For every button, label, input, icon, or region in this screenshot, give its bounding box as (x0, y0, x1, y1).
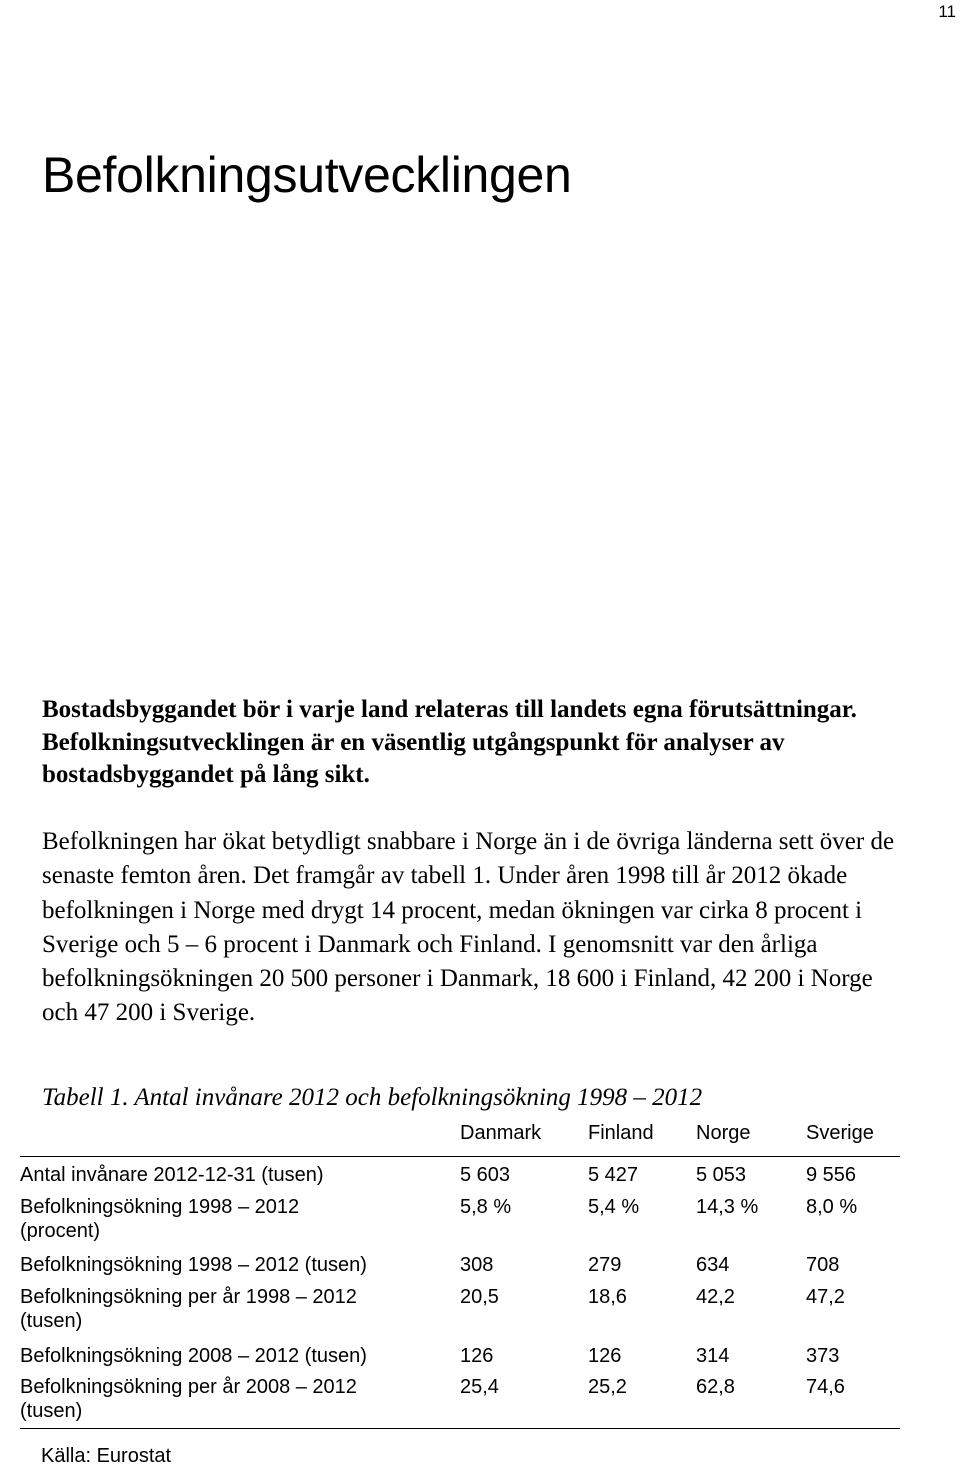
table-caption: Tabell 1. Antal invånare 2012 och befolkningsökning 1998 – 2012 (42, 1084, 703, 1111)
column-header-norge: Norge (696, 1122, 751, 1144)
cell-sverige: 373 (806, 1345, 840, 1367)
cell-norge: 14,3 % (696, 1196, 759, 1218)
page-number: 11 (938, 2, 956, 21)
row-label: Befolkningsökning per år 2008 – 2012 (tusen) (20, 1376, 357, 1422)
cell-danmark: 126 (460, 1345, 494, 1367)
cell-sverige: 74,6 (806, 1376, 845, 1398)
cell-norge: 5 053 (696, 1164, 747, 1186)
row-label: Befolkningsökning 1998 – 2012 (tusen) (20, 1254, 367, 1276)
table-bottom-rule (20, 1428, 900, 1429)
cell-finland: 5 427 (588, 1164, 639, 1186)
cell-danmark: 5 603 (460, 1164, 511, 1186)
cell-sverige: 708 (806, 1254, 840, 1276)
table-source: Källa: Eurostat (41, 1445, 172, 1467)
cell-finland: 126 (588, 1345, 622, 1367)
cell-norge: 314 (696, 1345, 730, 1367)
table-header (20, 1118, 900, 1157)
page-title: Befolkningsutvecklingen (42, 147, 572, 203)
population-table (20, 1118, 900, 1422)
row-label: Befolkningsökning per år 1998 – 2012 (tusen) (20, 1286, 357, 1332)
row-label: Befolkningsökning 2008 – 2012 (tusen) (20, 1345, 367, 1367)
cell-sverige: 47,2 (806, 1286, 845, 1308)
cell-sverige: 9 556 (806, 1164, 857, 1186)
cell-finland: 18,6 (588, 1286, 627, 1308)
cell-sverige: 8,0 % (806, 1196, 858, 1218)
column-header-danmark: Danmark (460, 1122, 542, 1144)
column-header-sverige: Sverige (806, 1122, 874, 1144)
cell-danmark: 5,8 % (460, 1196, 512, 1218)
cell-norge: 42,2 (696, 1286, 735, 1308)
row-label: Antal invånare 2012-12-31 (tusen) (20, 1164, 324, 1186)
cell-danmark: 20,5 (460, 1286, 499, 1308)
lead-paragraph: Bostadsbyggandet bör i varje land relateras till landets egna förutsättningar. Befolkningsutvecklingen är en väsentlig utgångspunkt för analyser av bostadsbyggandet på lång sikt. (42, 696, 857, 788)
cell-norge: 62,8 (696, 1376, 735, 1398)
row-label: Befolkningsökning 1998 – 2012 (procent) (20, 1196, 300, 1242)
cell-finland: 279 (588, 1254, 622, 1276)
cell-danmark: 25,4 (460, 1376, 499, 1398)
cell-finland: 25,2 (588, 1376, 627, 1398)
cell-finland: 5,4 % (588, 1196, 640, 1218)
cell-danmark: 308 (460, 1254, 494, 1276)
column-header-finland: Finland (588, 1122, 654, 1144)
cell-norge: 634 (696, 1254, 730, 1276)
body-paragraph: Befolkningen har ökat betydligt snabbare i Norge än i de övriga länderna sett över de senaste femton åren. Det framgår av tabell 1. Under åren 1998 till år 2012 ökade befolkningen i Norge med drygt 14 procent, medan ökningen var cirka 8 procent i Sverige och 5 – 6 procent i Danmark och Finland. I genomsnitt var den årliga befolkningsökningen 20 500 personer i Danmark, 18 600 i Finland, 42 200 i Norge och 47 200 i Sverige. (42, 828, 895, 1027)
